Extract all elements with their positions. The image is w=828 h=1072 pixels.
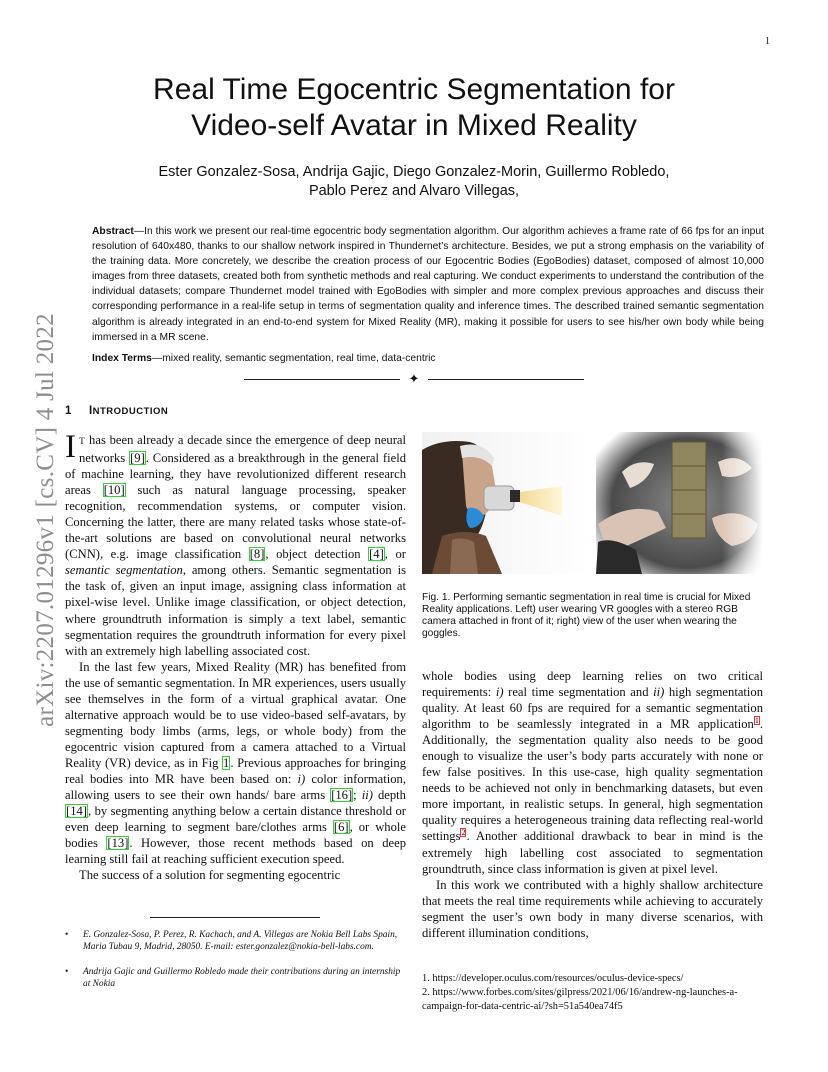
index-terms-text: —mixed reality, semantic segmentation, real time, data-centric <box>151 353 436 364</box>
user-with-vr-headset-photo <box>422 432 592 574</box>
text-run: high segmentation quality. At least 60 fps are required for a semantic segmentation algorithm to be seamlessly integrated in a MR application <box>422 685 763 732</box>
text-run: . Considered as a breakthrough in the general field of machine learning, they have revolutionized different research areas <box>65 451 406 498</box>
title-line-1: Real Time Egocentric Segmentation for <box>153 73 675 106</box>
text-run: depth <box>372 788 406 803</box>
footnote-internship-text: Andrija Gajic and Guillermo Robledo made their contributions during an internship at Nokia <box>83 967 401 989</box>
figure-link[interactable]: 1 <box>223 755 230 770</box>
text-run: In the last few years, Mixed Reality (MR) has benefited from the use of semantic segmentation. In MR experiences, users usually see themselves in the form of a virtual graphical avatar. One alternative approach would be to use video-based self-avatars, by segmenting body limbs (arms, legs, or whole body) from the egocentric vision captured from a camera attached to a Virtual Reality (VR) device, as in Fig <box>65 659 406 770</box>
citation-link[interactable]: [6] <box>333 820 349 835</box>
text-run: , or whole bodies <box>65 820 406 851</box>
section-heading-introduction <box>65 405 168 417</box>
authors-line-2: Pablo Perez and Alvaro Villegas, <box>308 183 520 199</box>
intro-paragraph-2 <box>65 659 406 868</box>
text-run: such as natural language processing, speaker recognition, recommendation systems, or computer vision. Concerning the latter, there are many related tasks whose state-of-the-art solutions are based on convolutional neural networks (CNN), e.g. image classification <box>65 483 407 562</box>
footnote-2 <box>422 986 763 1013</box>
footnote-2-url[interactable]: https://www.forbes.com/sites/gilpress/2021/06/16/andrew-ng-launches-a-campaign-for-data-centric-ai/?sh=51a540ea74f5 <box>422 987 738 1012</box>
emphasis: semantic segmentation <box>65 563 183 578</box>
section-number: 1 <box>65 405 72 417</box>
divider-diamond-icon: ✦ <box>408 371 420 386</box>
emphasis: ii) <box>653 685 665 700</box>
footnote-link[interactable]: 1 <box>754 715 759 725</box>
text-run: . Additionally, the segmentation quality also needs to be good enough to visualize the user’s body parts accurately with none or few false positives. In this use-case, high quality segmentation needs to be achieved not only in benchmarking datasets, but even more important, in realistic setups. In general, high segmentation quality requires a heterogeneous training data reflecting real-world settings <box>422 717 763 844</box>
intro-paragraph-1 <box>65 429 407 659</box>
citation-link[interactable]: [16] <box>331 788 353 803</box>
bullet: • <box>65 930 69 940</box>
paper-title <box>0 72 828 144</box>
egocentric-view-photo <box>596 432 763 574</box>
citation-link[interactable]: [9] <box>130 451 145 466</box>
divider-line-right <box>428 379 584 380</box>
abstract-text: —In this work we present our real-time egocentric body segmentation algorithm. Our algorithm achieves a frame rate of 66 fps for an input resolution of 640x480, thanks to our shallow network inspired in Thundernet’s architecture. Besides, we put a strong emphasis on the variability of the training data. More concretely, we describe the creation process of our Egocentric Bodies (EgoBodies) dataset, composed of almost 10,000 images from three datasets, created both from synthetic methods and real capturing. We conduct experiments to understand the contribution of the individual datasets; compare Thundernet model trained with EgoBodies with simpler and more complex previous approaches and discuss their corresponding performance in a real-life setup in terms of segmentation quality and inference times. The described trained semantic segmentation algorithm is already integrated in an end-to-end system for Mixed Reality (MR), making it possible for users to see his/her own body while being immersed in a MR scene. <box>92 226 764 343</box>
figure-1-caption: Fig. 1. Performing semantic segmentation in real time is crucial for Mixed Reality applications. Left) user wearing VR googles with a stereo RGB camera attached in front of it; right) view of the user when wearing the goggles. <box>422 592 751 640</box>
right-column <box>422 668 763 941</box>
footnote-link[interactable]: 2 <box>461 828 466 838</box>
text-run: real time segmentation and <box>503 685 654 700</box>
divider-line-left <box>244 379 400 380</box>
text-run: has been already a decade since the emergence of deep neural networks <box>79 433 406 466</box>
section-divider <box>244 372 584 388</box>
figure-1-images <box>422 432 763 574</box>
abstract <box>92 224 764 345</box>
lead-in: T <box>79 437 86 447</box>
footnote-1-url[interactable]: https://developer.oculus.com/resources/oculus-device-specs/ <box>432 973 684 984</box>
section-title-initial: I <box>89 405 93 417</box>
figure-1 <box>422 432 763 574</box>
text-run: , object detection <box>265 547 369 562</box>
right-paragraph-2: In this work we contributed with a highly shallow architecture that meets the real time requirements while achieving to accurately segment the user’s own body in many diverse scenarios, with different illumination conditions, <box>422 877 763 940</box>
text-run: whole bodies using deep learning relies on two critical requirements: <box>422 669 763 700</box>
text-run: . Another additional drawback to bear in mind is the extremely high labelling cost associated to segmentation groundtruth, since class information is given at pixel level. <box>422 829 763 876</box>
footnote-2-number: 2. <box>422 987 430 998</box>
drop-cap: I <box>65 429 76 465</box>
text-run: color information, allowing users to see their own hands/ bare arms <box>65 771 406 803</box>
author-list <box>0 163 828 201</box>
footnote-rule <box>150 917 320 918</box>
footnote-1 <box>422 972 763 986</box>
index-terms-label: Index Terms <box>92 353 152 364</box>
text-run: , or <box>384 547 406 562</box>
citation-link[interactable]: [8] <box>249 547 265 562</box>
text-run: ; <box>353 788 362 803</box>
citation-link[interactable]: [14] <box>66 804 87 819</box>
footnote-internship <box>65 967 406 990</box>
index-terms <box>92 352 764 366</box>
text-run: . However, those recent methods based on deep learning still fail at reaching sufficient execution speed. <box>65 836 406 867</box>
citation-link[interactable]: [13] <box>107 836 129 851</box>
abstract-label: Abstract <box>92 226 134 237</box>
footnote-affiliation <box>65 930 406 953</box>
footnote-affiliation-text: E. Gonzalez-Sosa, P. Perez, R. Kachach, and A. Villegas are Nokia Bell Labs Spain, Maria Tubau 9, Madrid, 28050. E-mail: ester.gonzalez@nokia-bell-labs.com. <box>83 930 398 952</box>
section-title-rest: NTRODUCTION <box>92 406 169 417</box>
citation-link[interactable]: [4] <box>369 547 384 562</box>
page-number: 1 <box>765 36 770 47</box>
intro-paragraph-3: The success of a solution for segmenting egocentric <box>79 868 341 883</box>
arxiv-stamp: arXiv:2207.01296v1 [cs.CV] 4 Jul 2022 <box>32 313 59 727</box>
footnote-1-number: 1. <box>422 973 430 984</box>
title-line-2: Video-self Avatar in Mixed Reality <box>191 109 637 142</box>
text-run: , by segmenting anything below a certain distance threshold or even deep learning to segment bare/clothes arms <box>65 804 406 835</box>
text-run: . Previous approaches for bringing real bodies into MR have been based on: <box>65 755 407 786</box>
text-run: , among others. Semantic segmentation is the task of, given an input image, assigning class information at pixel-wise level. Unlike image classification, or object detection, where groundtruth information is simply a text label, semantic segmentation requires the groundtruth information for every pixel with an extremely high labelling associated cost. <box>65 563 406 658</box>
bullet: • <box>65 967 69 977</box>
authors-line-1: Ester Gonzalez-Sosa, Andrija Gajic, Diego Gonzalez-Morin, Guillermo Robledo, <box>158 164 670 180</box>
emphasis: i) <box>297 771 306 786</box>
emphasis: ii) <box>361 788 373 803</box>
left-column <box>65 429 407 883</box>
right-paragraph-1 <box>422 668 763 877</box>
emphasis: i) <box>495 685 504 700</box>
citation-link[interactable]: [10] <box>103 483 125 498</box>
